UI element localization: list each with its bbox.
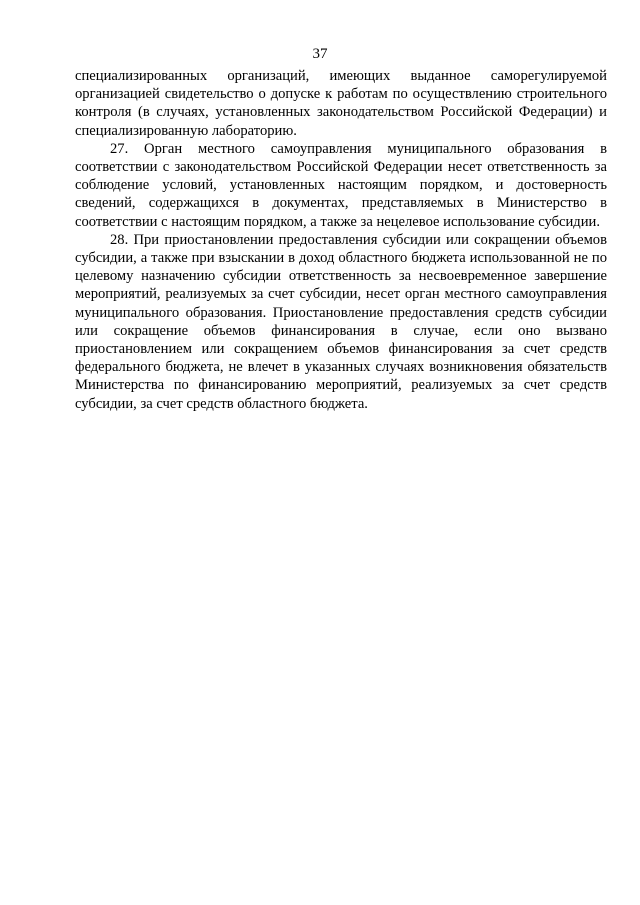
document-body (75, 67, 607, 413)
paragraph-27: 27. Орган местного самоуправления муниципального образования в соответствии с законодательством Российской Федерации несет ответственность за соблюдение условий, установленных настоящим порядком, и достоверность сведений, содержащихся в документах, представляемых в Министерство в соответствии с настоящим порядком, а также за нецелевое использование субсидии. (75, 140, 607, 230)
page-number: 37 (312, 46, 328, 62)
paragraph-28: 28. При приостановлении предоставления субсидии или сокращении объемов субсидии, а также при взыскании в доход областного бюджета использованной не по целевому назначению субсидии ответственность за несвоевременное завершение мероприятий, реализуемых за счет субсидии, несет орган местного самоуправления муниципального образования. Приостановление предоставления средств субсидии или сокращение объемов финансирования в случае, если оно вызвано приостановлением или сокращением объемов финансирования за счет средств федерального бюджета, не влечет в указанных случаях возникновения обязательств Министерства по финансированию мероприятий, реализуемых за счет средств субсидии, за счет средств областного бюджета. (75, 231, 607, 412)
paragraph-continuation: специализированных организаций, имеющих выданное саморегулируемой организацией свидетельство о допуске к работам по осуществлению строительного контроля (в случаях, установленных законодательством Российской Федерации) и специализированную лабораторию. (75, 68, 607, 139)
